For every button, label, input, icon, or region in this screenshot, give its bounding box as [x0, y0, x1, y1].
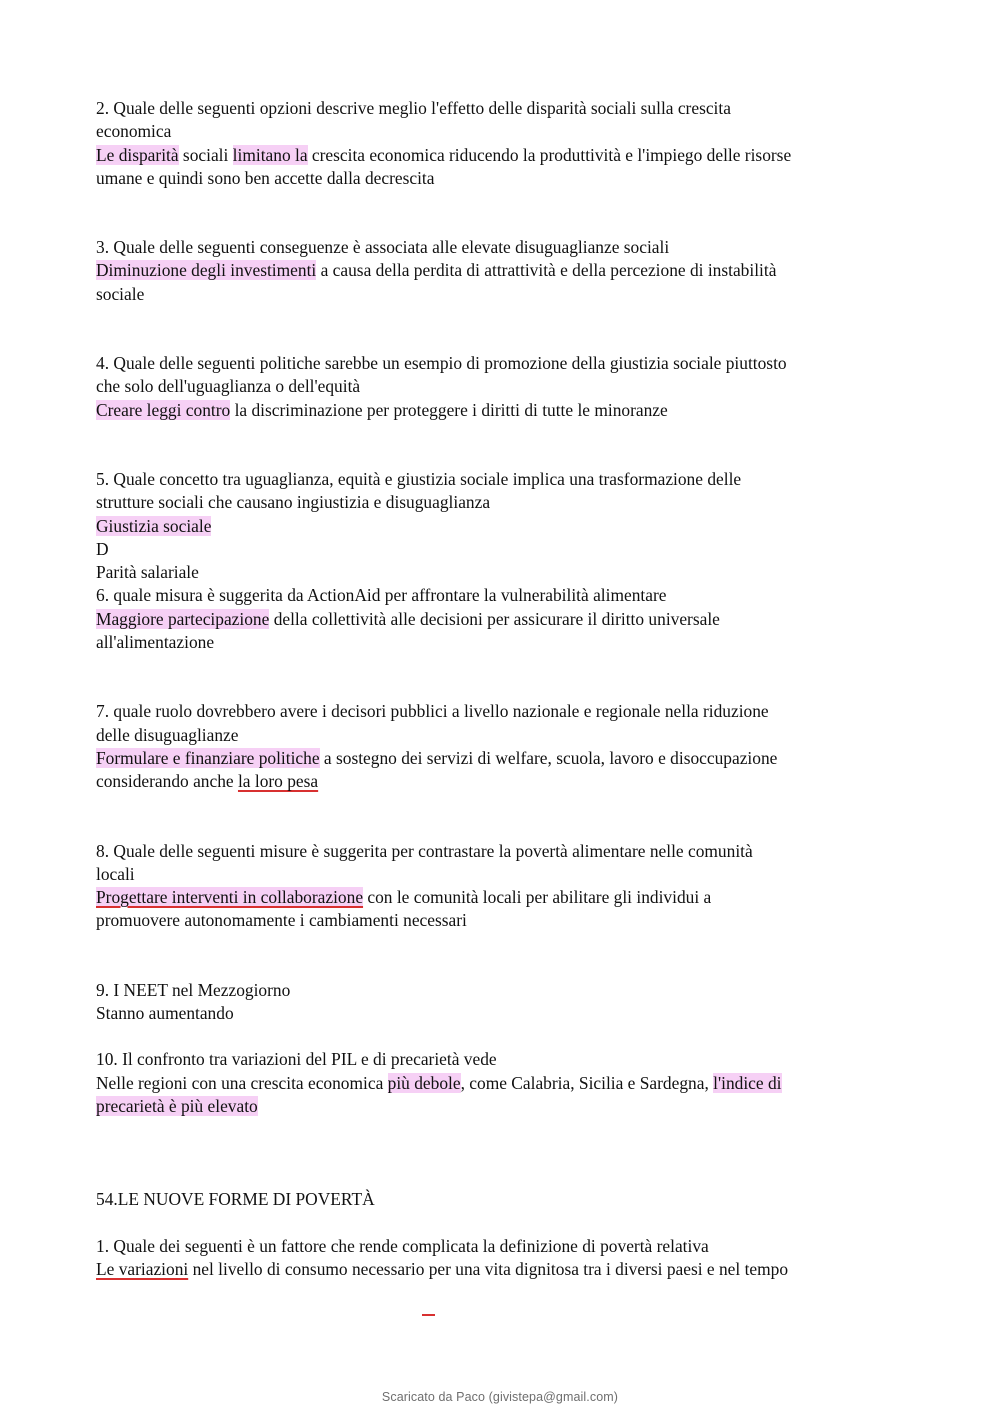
answer-fragment: della collettività alle decisioni per assicurare il diritto universale: [269, 608, 720, 629]
question-10: [96, 1048, 916, 1118]
question-8: [96, 840, 916, 933]
answer-text: [96, 608, 916, 631]
underlined-text: Le variazioni: [96, 1258, 189, 1279]
question-text: 9. I NEET nel Mezzogiorno: [96, 979, 291, 1000]
answer-option: D: [96, 538, 109, 559]
question-3: [96, 236, 916, 306]
answer-text: all'alimentazione: [96, 632, 215, 653]
highlighted-text: Progettare interventi in collaborazione: [96, 887, 364, 908]
highlighted-text: Formulare e finanziare politiche: [96, 747, 320, 768]
highlighted-text: l'indice di: [713, 1072, 782, 1093]
question-text: 3. Quale delle seguenti conseguenze è associata alle elevate disuguaglianze sociali: [96, 237, 670, 258]
question-text: 5. Quale concetto tra uguaglianza, equità e giustizia sociale implica una trasformazione delle: [96, 468, 742, 489]
answer-fragment: considerando anche: [96, 771, 238, 792]
answer-text: [96, 886, 916, 909]
question-text: strutture sociali che causano ingiustizia e disuguaglianza: [96, 492, 491, 513]
answer-text: [96, 515, 916, 538]
answer-fragment: Nelle regioni con una crescita economica: [96, 1072, 388, 1093]
answer-text: [96, 1072, 916, 1095]
answer-fragment: a causa della perdita di attrattività e della percezione di instabilità: [316, 260, 777, 281]
question-text: 2. Quale delle seguenti opzioni descrive meglio l'effetto delle disparità sociali sulla crescita: [96, 98, 731, 118]
answer-fragment: , come Calabria, Sicilia e Sardegna,: [460, 1072, 714, 1093]
answer-text: [96, 1095, 916, 1118]
question-text: 6. quale misura è suggerita da ActionAid per affrontare la vulnerabilità alimentare: [96, 585, 667, 606]
question-6: [96, 584, 916, 654]
section-heading: [96, 1188, 916, 1211]
answer-text: [96, 144, 916, 167]
answer-fragment: nel livello di consumo necessario per una vita dignitosa tra i diversi paesi e nel tempo: [188, 1258, 789, 1279]
answer-fragment: con le comunità locali per abilitare gli individui a: [363, 887, 712, 908]
underlined-text: la loro pesa: [237, 771, 319, 792]
highlighted-text: Creare leggi contro: [96, 399, 231, 420]
answer-text: promuovere autonomamente i cambiamenti necessari: [96, 910, 467, 931]
answer-text: Stanno aumentando: [96, 1003, 234, 1024]
highlighted-text: Le disparità: [96, 144, 179, 165]
highlighted-text: Maggiore partecipazione: [96, 608, 270, 629]
question-2: [96, 97, 916, 190]
question-text: 4. Quale delle seguenti politiche sarebbe un esempio di promozione della giustizia sociale piuttosto: [96, 353, 787, 374]
answer-fragment: crescita economica riducendo la produttività e l'impiego delle risorse: [307, 144, 792, 165]
question-text: 7. quale ruolo dovrebbero avere i decisori pubblici a livello nazionale e regionale nella riduzione: [96, 701, 769, 722]
highlighted-text: precarietà è più elevato: [96, 1095, 258, 1116]
answer-fragment: a sostegno dei servizi di welfare, scuola, lavoro e disoccupazione: [319, 747, 778, 768]
highlighted-text: più debole: [387, 1072, 461, 1093]
answer-fragment: sociali: [178, 144, 233, 165]
section-title: 54.LE NUOVE FORME DI POVERTÀ: [96, 1189, 375, 1210]
question-text: 8. Quale delle seguenti misure è suggerita per contrastare la povertà alimentare nelle comunità: [96, 840, 753, 861]
highlighted-text: Giustizia sociale: [96, 515, 212, 536]
download-footer: Scaricato da Paco (givistepa@gmail.com): [381, 1390, 619, 1404]
answer-fragment: la discriminazione per proteggere i diritti di tutte le minoranze: [230, 399, 668, 420]
question-text: locali: [96, 863, 135, 884]
question-text: economica: [96, 121, 172, 142]
answer-text: [96, 747, 916, 770]
answer-option: Parità salariale: [96, 562, 199, 583]
answer-text: umane e quindi sono ben accette dalla decrescita: [96, 167, 435, 188]
question-4: [96, 352, 916, 422]
question-7: [96, 700, 916, 793]
section-question-1: [96, 1235, 916, 1282]
question-5: [96, 468, 916, 584]
annotation-mark: [422, 1314, 435, 1316]
question-text: 1. Quale dei seguenti è un fattore che rende complicata la definizione di povertà relativa: [96, 1235, 709, 1256]
question-text: che solo dell'uguaglianza o dell'equità: [96, 376, 361, 397]
answer-text: [96, 259, 916, 282]
question-text: delle disuguaglianze: [96, 724, 239, 745]
answer-text: [96, 399, 916, 422]
question-9: [96, 979, 916, 1026]
answer-text: [96, 1258, 916, 1281]
question-text: 10. Il confronto tra variazioni del PIL e di precarietà vede: [96, 1049, 497, 1070]
answer-text: sociale: [96, 283, 145, 304]
answer-text: [96, 770, 916, 793]
highlighted-text: limitano la: [232, 144, 308, 165]
document-content: [96, 97, 916, 1281]
highlighted-text: Diminuzione degli investimenti: [96, 260, 317, 281]
